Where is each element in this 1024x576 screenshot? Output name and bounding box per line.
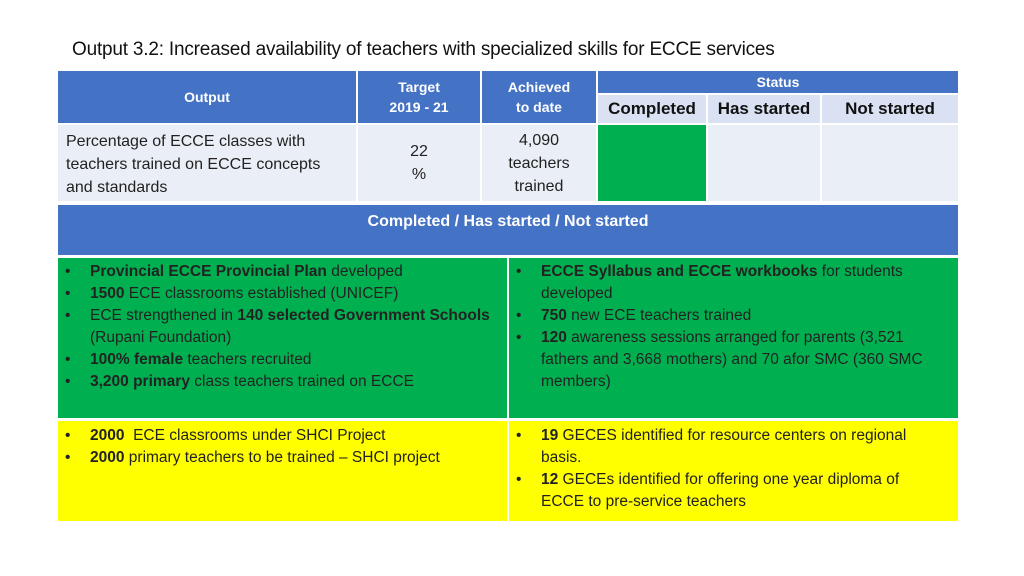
status-banner	[58, 205, 958, 255]
list-item: • Provincial ECCE Provincial Plan developed	[58, 261, 507, 283]
header-achieved	[482, 71, 596, 123]
header-status	[598, 71, 958, 93]
row-status-not-started	[822, 125, 958, 201]
subheader-completed-label: Completed	[608, 99, 696, 118]
list-item: • 19 GECES identified for resource centers on regional basis.	[509, 425, 938, 469]
yellow-left-list	[58, 425, 507, 469]
row-achieved-line3: trained	[514, 177, 564, 195]
header-output-label: Output	[184, 89, 230, 105]
list-item: • 750 new ECE teachers trained	[509, 305, 946, 327]
row-achieved-cell	[482, 125, 596, 201]
green-left-list	[58, 261, 507, 393]
header-achieved-line1: Achieved	[507, 79, 571, 95]
row-output-cell	[58, 125, 356, 201]
header-target-line1: Target	[398, 79, 440, 95]
list-item: • 2000 ECE classrooms under SHCI Project	[58, 425, 507, 447]
list-item: • 12 GECEs identified for offering one year diploma of ECCE to pre-service teachers	[509, 469, 938, 513]
row-status-completed-fill	[598, 125, 706, 201]
header-output	[58, 71, 356, 123]
list-item: • 2000 primary teachers to be trained – SHCI project	[58, 447, 507, 469]
subheader-not-started-label: Not started	[845, 99, 935, 118]
list-item: • 3,200 primary class teachers trained on ECCE	[58, 371, 507, 393]
subheader-has-started-label: Has started	[717, 99, 811, 118]
yellow-left-block	[58, 421, 507, 521]
yellow-right-block	[509, 421, 958, 521]
row-achieved-line2: teachers	[508, 154, 570, 172]
row-target-value: 22	[410, 143, 428, 160]
row-achieved-line1: 4,090	[518, 131, 560, 149]
row-target-cell	[358, 125, 480, 201]
list-item: • 100% female teachers recruited	[58, 349, 507, 371]
status-banner-text: Completed / Has started / Not started	[367, 213, 649, 230]
header-target-line2: 2019 - 21	[389, 99, 449, 115]
row-output-text: Percentage of ECCE classes with teachers trained on ECCE concepts and standards	[66, 133, 321, 196]
list-item: • 1500 ECE classrooms established (UNICEF)	[58, 283, 507, 305]
green-left-block	[58, 258, 507, 418]
green-right-block	[509, 258, 958, 418]
header-achieved-line2: to date	[516, 99, 562, 115]
list-item: • ECCE Syllabus and ECCE workbooks for students developed	[509, 261, 946, 305]
row-target-unit: %	[411, 166, 427, 183]
subheader-not-started	[822, 95, 958, 123]
green-right-list	[509, 261, 946, 393]
row-status-has-started	[708, 125, 820, 201]
list-item: • ECE strengthened in 140 selected Government Schools (Rupani Foundation)	[58, 305, 507, 349]
subheader-completed	[598, 95, 706, 123]
subheader-has-started	[708, 95, 820, 123]
list-item: • 120 awareness sessions arranged for parents (3,521 fathers and 3,668 mothers) and 70 afor SMC (360 SMC members)	[509, 327, 946, 393]
yellow-right-list	[509, 425, 938, 513]
slide-title: Output 3.2: Increased availability of teachers with specialized skills for ECCE services	[72, 39, 775, 60]
header-status-label: Status	[756, 74, 800, 90]
header-target	[358, 71, 480, 123]
